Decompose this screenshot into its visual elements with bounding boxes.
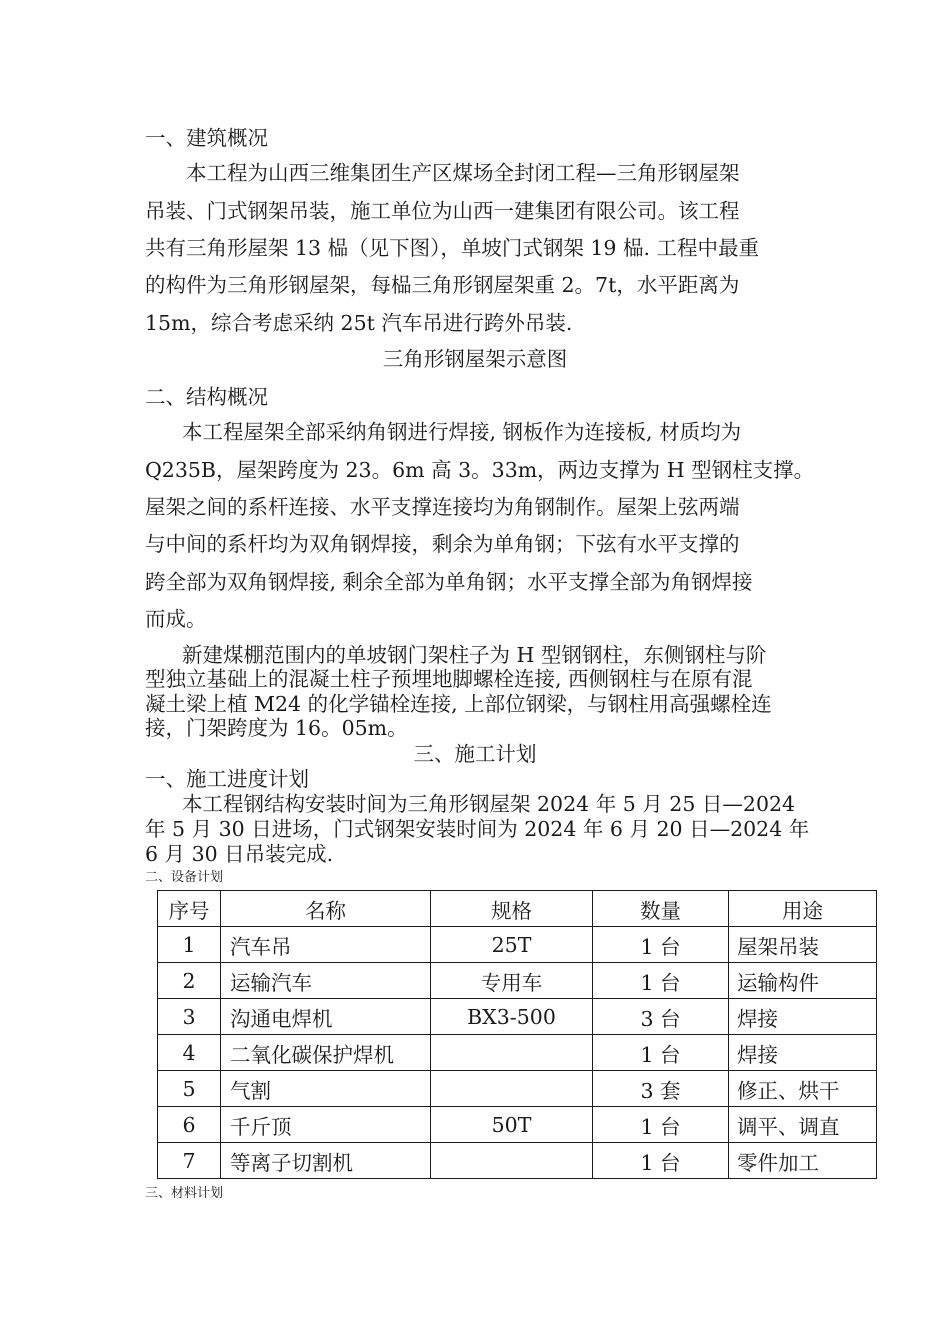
cell-spec: 25T xyxy=(431,927,593,963)
cell-index: 6 xyxy=(158,1107,221,1143)
cell-quantity: 1 台 xyxy=(593,1143,729,1179)
paragraph-line: 的构件为三角形钢屋架，每榀三角形钢屋架重 2。7t，水平距离为 xyxy=(145,273,740,297)
cell-quantity: 3 台 xyxy=(593,999,729,1035)
paragraph-line: 本工程屋架全部采纳角钢进行焊接, 钢板作为连接板, 材质均为 xyxy=(182,420,742,444)
cell-index: 3 xyxy=(158,999,221,1035)
cell-name: 二氧化碳保护焊机 xyxy=(221,1035,431,1071)
table-row xyxy=(158,1143,877,1179)
cell-purpose: 运输构件 xyxy=(729,963,877,999)
cell-purpose: 零件加工 xyxy=(729,1143,877,1179)
cell-name: 等离子切割机 xyxy=(221,1143,431,1179)
cell-quantity: 3 套 xyxy=(593,1071,729,1107)
table-row xyxy=(158,1035,877,1071)
table-row xyxy=(158,999,877,1035)
cell-spec xyxy=(431,1143,593,1179)
equipment-table xyxy=(157,890,877,1179)
header-name: 名称 xyxy=(221,891,431,927)
paragraph-line: 共有三角形屋架 13 榀（见下图），单坡门式钢架 19 榀. 工程中最重 xyxy=(145,236,760,260)
cell-name: 沟通电焊机 xyxy=(221,999,431,1035)
table-row xyxy=(158,927,877,963)
cell-spec: 50T xyxy=(431,1107,593,1143)
section-heading-plan: 三、施工计划 xyxy=(413,742,537,766)
cell-name: 运输汽车 xyxy=(221,963,431,999)
paragraph-line: 15m，综合考虑采纳 25t 汽车吊进行跨外吊装. xyxy=(145,311,573,335)
subsection-heading-materials: 三、材料计划 xyxy=(145,1186,224,1201)
cell-index: 7 xyxy=(158,1143,221,1179)
paragraph-line: 型独立基础上的混凝土柱子预埋地脚螺栓连接, 西侧钢柱与在原有混 xyxy=(145,667,753,691)
header-spec: 规格 xyxy=(431,891,593,927)
header-index: 序号 xyxy=(158,891,221,927)
paragraph-line: 跨全部为双角钢焊接, 剩余全部为单角钢；水平支撑全部为角钢焊接 xyxy=(145,570,753,594)
paragraph-line: Q235B，屋架跨度为 23。6m 高 3。33m，两边支撑为 H 型钢柱支撑。 xyxy=(145,458,815,482)
cell-quantity: 1 台 xyxy=(593,1107,729,1143)
section-heading-building: 一、建筑概况 xyxy=(145,126,268,150)
paragraph-line: 年 5 月 30 日进场，门式钢架安装时间为 2024 年 6 月 20 日—2024 年 xyxy=(145,817,810,841)
cell-quantity: 1 台 xyxy=(593,963,729,999)
cell-index: 5 xyxy=(158,1071,221,1107)
cell-quantity: 1 台 xyxy=(593,927,729,963)
table-row xyxy=(158,963,877,999)
cell-purpose: 焊接 xyxy=(729,999,877,1035)
cell-spec: 专用车 xyxy=(431,963,593,999)
figure-caption: 三角形钢屋架示意图 xyxy=(382,347,568,371)
cell-index: 2 xyxy=(158,963,221,999)
subsection-heading-equipment: 二、设备计划 xyxy=(145,870,224,885)
cell-spec xyxy=(431,1071,593,1107)
paragraph-line: 新建煤棚范围内的单坡钢门架柱子为 H 型钢钢柱，东侧钢柱与阶 xyxy=(182,643,767,667)
paragraph-line: 本工程为山西三维集团生产区煤场全封闭工程—三角形钢屋架 xyxy=(186,161,740,185)
cell-name: 千斤顶 xyxy=(221,1107,431,1143)
paragraph-line: 接，门架跨度为 16。05m。 xyxy=(145,716,408,740)
cell-spec xyxy=(431,1035,593,1071)
paragraph-line: 本工程钢结构安装时间为三角形钢屋架 2024 年 5 月 25 日—2024 xyxy=(182,792,796,816)
header-quantity: 数量 xyxy=(593,891,729,927)
cell-index: 4 xyxy=(158,1035,221,1071)
cell-name: 气割 xyxy=(221,1071,431,1107)
table-row xyxy=(158,1071,877,1107)
paragraph-line: 屋架之间的系杆连接、水平支撑连接均为角钢制作。屋架上弦两端 xyxy=(145,495,740,519)
cell-purpose: 修正、烘干 xyxy=(729,1071,877,1107)
cell-purpose: 调平、调直 xyxy=(729,1107,877,1143)
section-heading-structure: 二、结构概况 xyxy=(145,385,268,409)
table-row xyxy=(158,1107,877,1143)
cell-index: 1 xyxy=(158,927,221,963)
paragraph-line: 凝土梁上植 M24 的化学锚栓连接, 上部位钢梁，与钢柱用高强螺栓连 xyxy=(145,692,772,716)
subsection-heading-schedule: 一、施工进度计划 xyxy=(145,767,309,791)
paragraph-line: 与中间的系杆均为双角钢焊接，剩余为单角钢；下弦有水平支撑的 xyxy=(145,532,740,556)
table-header-row xyxy=(158,891,877,927)
cell-spec: BX3-500 xyxy=(431,999,593,1035)
cell-purpose: 屋架吊装 xyxy=(729,927,877,963)
paragraph-line: 吊装、门式钢架吊装，施工单位为山西一建集团有限公司。该工程 xyxy=(145,199,740,223)
paragraph-line: 而成。 xyxy=(145,607,207,631)
cell-purpose: 焊接 xyxy=(729,1035,877,1071)
cell-quantity: 1 台 xyxy=(593,1035,729,1071)
paragraph-line: 6 月 30 日吊装完成. xyxy=(145,842,334,866)
header-purpose: 用途 xyxy=(729,891,877,927)
cell-name: 汽车吊 xyxy=(221,927,431,963)
